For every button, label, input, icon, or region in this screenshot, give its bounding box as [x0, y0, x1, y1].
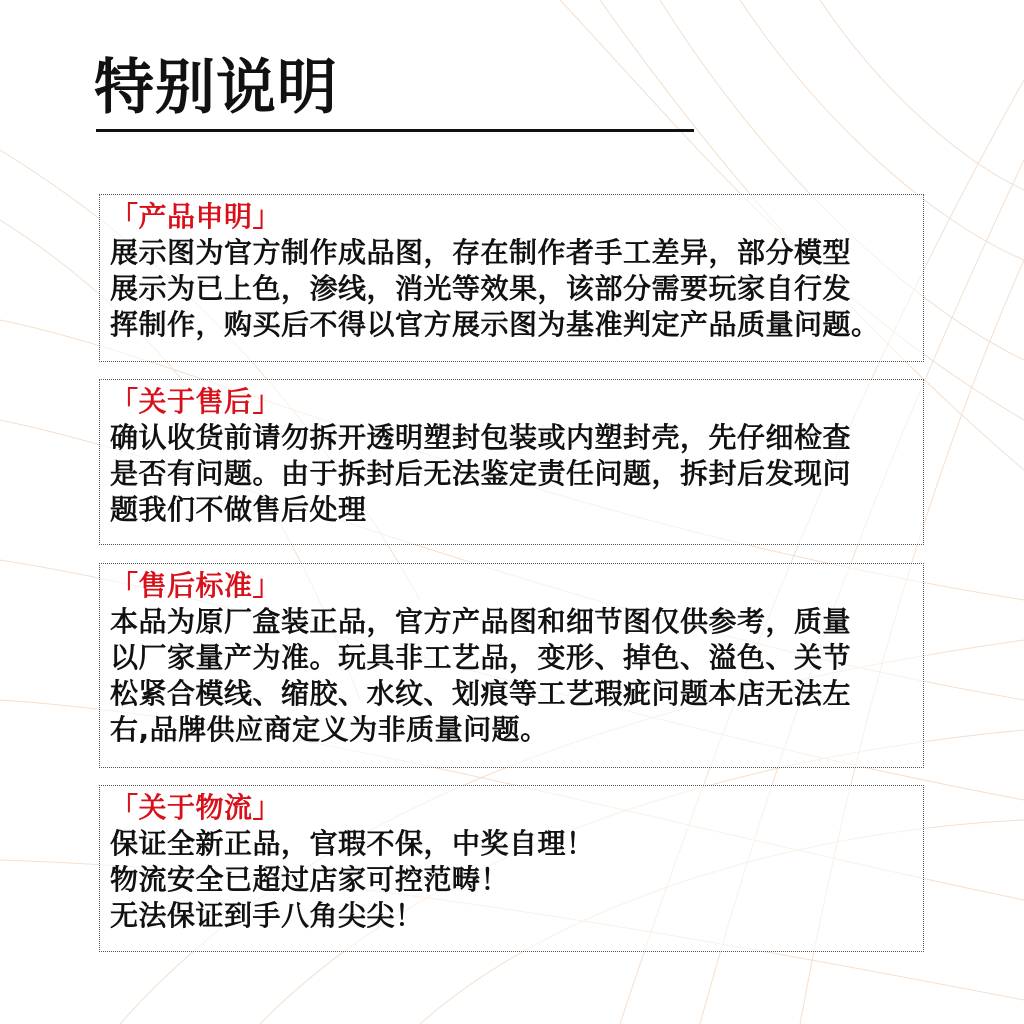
section-text-line: 保证全新正品，官瑕不保，中奖自理！: [110, 827, 595, 860]
section-heading: 「关于售后」: [110, 385, 282, 418]
section-text-line: 本品为原厂盒装正品，官方产品图和细节图仅供参考，质量: [110, 605, 852, 638]
section-body: [110, 420, 915, 528]
section-heading: 「售后标准」: [110, 569, 282, 602]
section-text-line: 题我们不做售后处理: [110, 493, 367, 526]
notice-box-after-sales: [99, 379, 924, 545]
section-text-line: 展示为已上色，渗线，消光等效果，该部分需要玩家自行发: [110, 272, 852, 305]
notice-box-after-sales-standard: [99, 563, 924, 768]
section-text-line: 确认收货前请勿拆开透明塑封包装或内塑封壳，先仔细检查: [110, 421, 852, 454]
notice-box-product-statement: [99, 194, 924, 362]
notice-box-logistics: [99, 785, 924, 952]
title-underline: [96, 129, 694, 132]
section-text-line: 物流安全已超过店家可控范畴！: [110, 863, 510, 896]
page-title: 特别说明: [94, 53, 338, 123]
section-body: [110, 235, 915, 343]
section-text-line: 以厂家量产为准。玩具非工艺品，变形、掉色、溢色、关节: [110, 641, 852, 674]
section-heading: 「产品申明」: [110, 200, 282, 233]
section-text-line: 右,品牌供应商定义为非质量问题。: [110, 713, 549, 746]
section-text-line: 挥制作，购买后不得以官方展示图为基准判定产品质量问题。: [110, 308, 880, 341]
section-text-line: 无法保证到手八角尖尖！: [110, 899, 424, 932]
section-heading: 「关于物流」: [110, 791, 282, 824]
section-body: [110, 604, 915, 748]
section-body: [110, 826, 915, 934]
section-text-line: 松紧合模线、缩胶、水纹、划痕等工艺瑕疵问题本店无法左: [110, 677, 852, 710]
section-text-line: 是否有问题。由于拆封后无法鉴定责任问题，拆封后发现问: [110, 457, 852, 490]
section-text-line: 展示图为官方制作成品图，存在制作者手工差异，部分模型: [110, 236, 852, 269]
